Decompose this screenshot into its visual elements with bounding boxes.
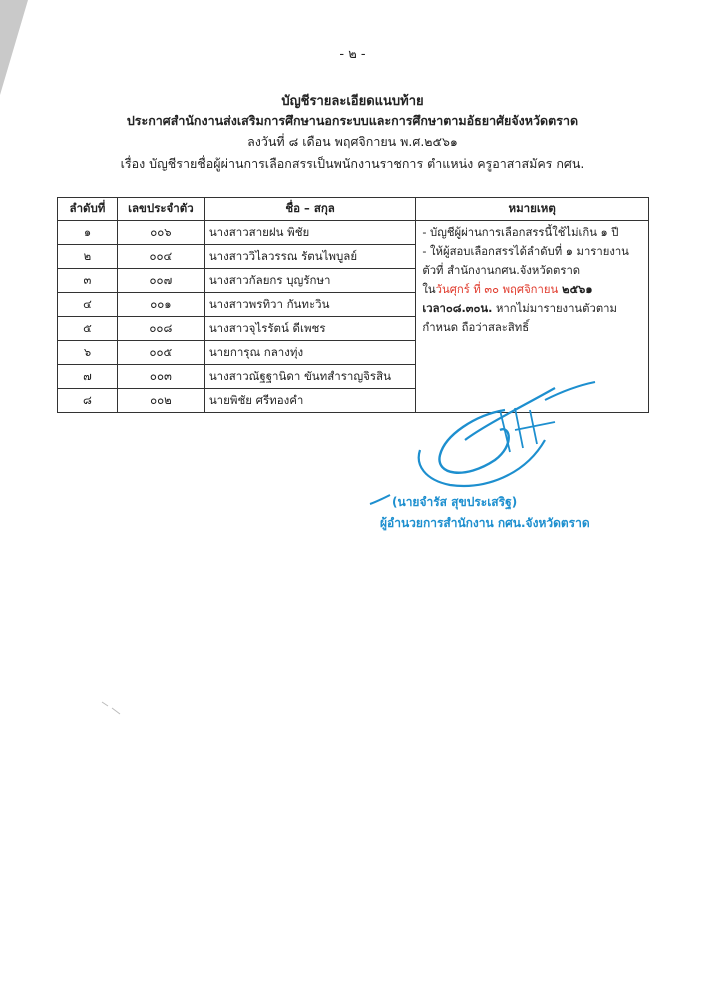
order-cell: ๕: [58, 317, 118, 341]
id-cell: ๐๐๖: [117, 221, 204, 245]
remark-line: - บัญชีผู้ผ่านการเลือกสรรนี้ใช้ไม่เกิน ๑ ปี: [422, 226, 619, 239]
name-cell: นางสาวพรทิวา กันทะวิน: [204, 293, 416, 317]
announcement-title: ประกาศสำนักงานส่งเสริมการศึกษานอกระบบและการศึกษาตามอัธยาศัยจังหวัดตราด: [126, 113, 579, 128]
column-header-name: ชื่อ – สกุล: [204, 198, 416, 221]
page-number: - ๒ -: [339, 47, 366, 62]
name-cell: นายการุณ กลางทุ่ง: [204, 341, 416, 365]
name-cell: นางสาวณัฐฐานิดา ขันทสำราญจิรสิน: [204, 365, 416, 389]
name-cell: นางสาวสายฝน พิชัย: [204, 221, 416, 245]
remark-line: [422, 299, 642, 318]
scan-specks: [100, 700, 130, 720]
id-cell: ๐๐๓: [117, 365, 204, 389]
order-cell: ๓: [58, 269, 118, 293]
name-cell: นางสาวจุไรรัตน์ ดีเพชร: [204, 317, 416, 341]
order-cell: ๖: [58, 341, 118, 365]
order-cell: ๗: [58, 365, 118, 389]
signatory-position: ผู้อำนวยการสำนักงาน กศน.จังหวัดตราด: [380, 516, 590, 530]
id-cell: ๐๐๒: [117, 389, 204, 413]
handwritten-signature: [405, 380, 605, 490]
order-cell: ๑: [58, 221, 118, 245]
order-cell: ๘: [58, 389, 118, 413]
report-date-highlight: วันศุกร์ ที่ ๓๐ พฤศจิกายน: [435, 283, 559, 296]
remark-text: หากไม่มารายงานตัวตาม: [492, 302, 617, 315]
id-cell: ๐๐๕: [117, 341, 204, 365]
id-cell: ๐๐๘: [117, 317, 204, 341]
name-cell: นางสาวกัลยกร บุญรักษา: [204, 269, 416, 293]
signatory-name: (นายจำรัส สุขประเสริฐ): [392, 495, 518, 509]
name-cell: นายพิชัย ศรีทองคำ: [204, 389, 416, 413]
order-cell: ๒: [58, 245, 118, 269]
table-row: [58, 221, 649, 245]
name-cell: นางสาววิไลวรรณ รัตนไพบูลย์: [204, 245, 416, 269]
order-cell: ๔: [58, 293, 118, 317]
signature-flourish: [368, 494, 392, 506]
column-header-remark: หมายเหตุ: [416, 198, 649, 221]
id-cell: ๐๐๑: [117, 293, 204, 317]
remark-text: ใน: [422, 283, 436, 296]
id-cell: ๐๐๗: [117, 269, 204, 293]
table-header-row: [58, 198, 649, 221]
report-time: เวลา๐๘.๓๐น.: [422, 302, 493, 315]
announcement-date: ลงวันที่ ๘ เดือน พฤศจิกายน พ.ศ.๒๕๖๑: [247, 134, 458, 149]
remark-line: - ให้ผู้สอบเลือกสรรได้ลำดับที่ ๑ มารายงาน: [422, 245, 629, 258]
id-cell: ๐๐๔: [117, 245, 204, 269]
remark-line: กำหนด ถือว่าสละสิทธิ์: [422, 321, 530, 334]
subject-line: เรื่อง บัญชีรายชื่อผู้ผ่านการเลือกสรรเป็นพนักงานราชการ ตำแหน่ง ครูอาสาสมัคร กศน.: [120, 156, 585, 171]
report-year: ๒๕๖๑: [558, 283, 593, 296]
remark-line: ตัวที่ สำนักงานกศน.จังหวัดตราด: [422, 264, 581, 277]
column-header-id: เลขประจำตัว: [117, 198, 204, 221]
document-title: บัญชีรายละเอียดแนบท้าย: [281, 94, 424, 109]
remark-line: [422, 280, 642, 299]
column-header-order: ลำดับที่: [58, 198, 118, 221]
